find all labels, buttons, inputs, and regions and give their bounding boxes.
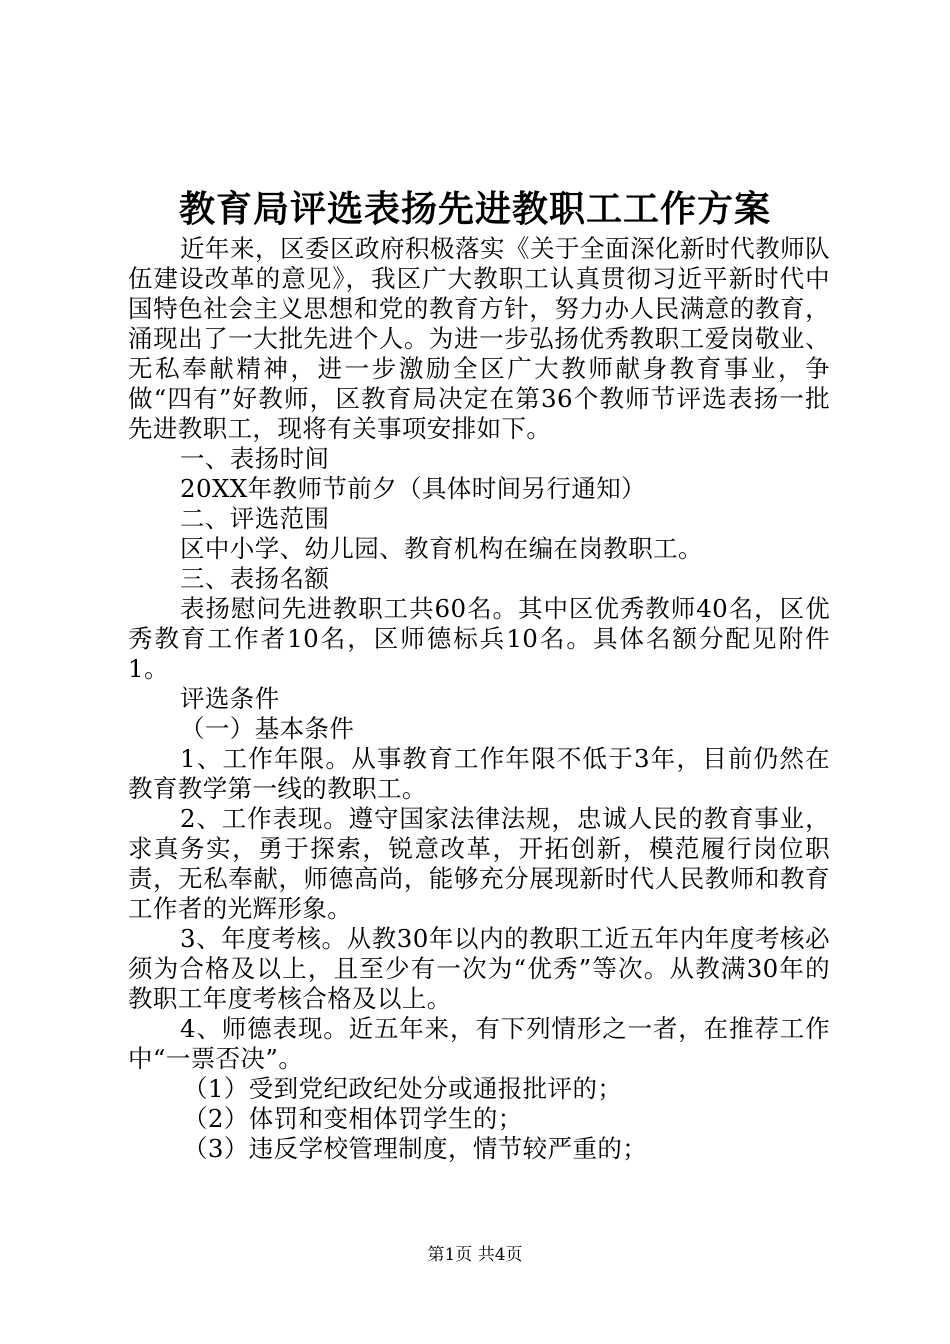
list-item-3: （3）违反学校管理制度，情节较严重的； xyxy=(183,1134,648,1163)
section-heading-time: 一、表扬时间 xyxy=(180,444,330,473)
paragraph-criterion-4: 4、师德表现。近五年来，有下列情形之一者，在推荐工作中“一票否决”。 xyxy=(128,1014,830,1073)
paragraph-quota: 表扬慰问先进教职工共60名。其中区优秀教师40名，区优秀教育工作者10名，区师德标兵10名。具体名额分配见附件1。 xyxy=(128,594,830,683)
paragraph-criterion-2: 2、工作表现。遵守国家法律法规，忠诚人民的教育事业，求真务实，勇于探索，锐意改革，开拓创新，模范履行岗位职责，无私奉献，师德高尚，能够充分展现新时代人民教师和教育工作者的光辉形象。 xyxy=(128,804,830,923)
document-body xyxy=(128,234,830,1164)
section-heading-quota: 三、表扬名额 xyxy=(180,564,330,593)
paragraph-time: 20XX年教师节前夕（具体时间另行通知） xyxy=(180,474,647,503)
list-item-2: （2）体罚和变相体罚学生的； xyxy=(183,1104,523,1133)
section-heading-criteria: 评选条件 xyxy=(180,684,280,713)
subsection-heading-basic: （一）基本条件 xyxy=(180,714,355,743)
paragraph-intro: 近年来，区委区政府积极落实《关于全面深化新时代教师队伍建设改革的意见》，我区广大教职工认真贯彻习近平新时代中国特色社会主义思想和党的教育方针，努力办人民满意的教育，涌现出了一大批先进个人。为进一步弘扬优秀教职工爱岗敬业、无私奉献精神，进一步激励全区广大教师献身教育事业，争做“四有”好教师，区教育局决定在第36个教师节评选表扬一批先进教职工，现将有关事项安排如下。 xyxy=(128,234,830,443)
paragraph-criterion-3: 3、年度考核。从教30年以内的教职工近五年内年度考核必须为合格及以上，且至少有一次为“优秀”等次。从教满30年的教职工年度考核合格及以上。 xyxy=(128,924,830,1013)
section-heading-scope: 二、评选范围 xyxy=(180,504,330,533)
paragraph-criterion-1: 1、工作年限。从事教育工作年限不低于3年，目前仍然在教育教学第一线的教职工。 xyxy=(128,744,830,803)
page-footer: 第1页 共4页 xyxy=(427,1245,523,1265)
document-title: 教育局评选表扬先进教职工工作方案 xyxy=(178,188,771,230)
list-item-1: （1）受到党纪政纪处分或通报批评的； xyxy=(183,1074,623,1103)
paragraph-scope: 区中小学、幼儿园、教育机构在编在岗教职工。 xyxy=(180,534,703,563)
